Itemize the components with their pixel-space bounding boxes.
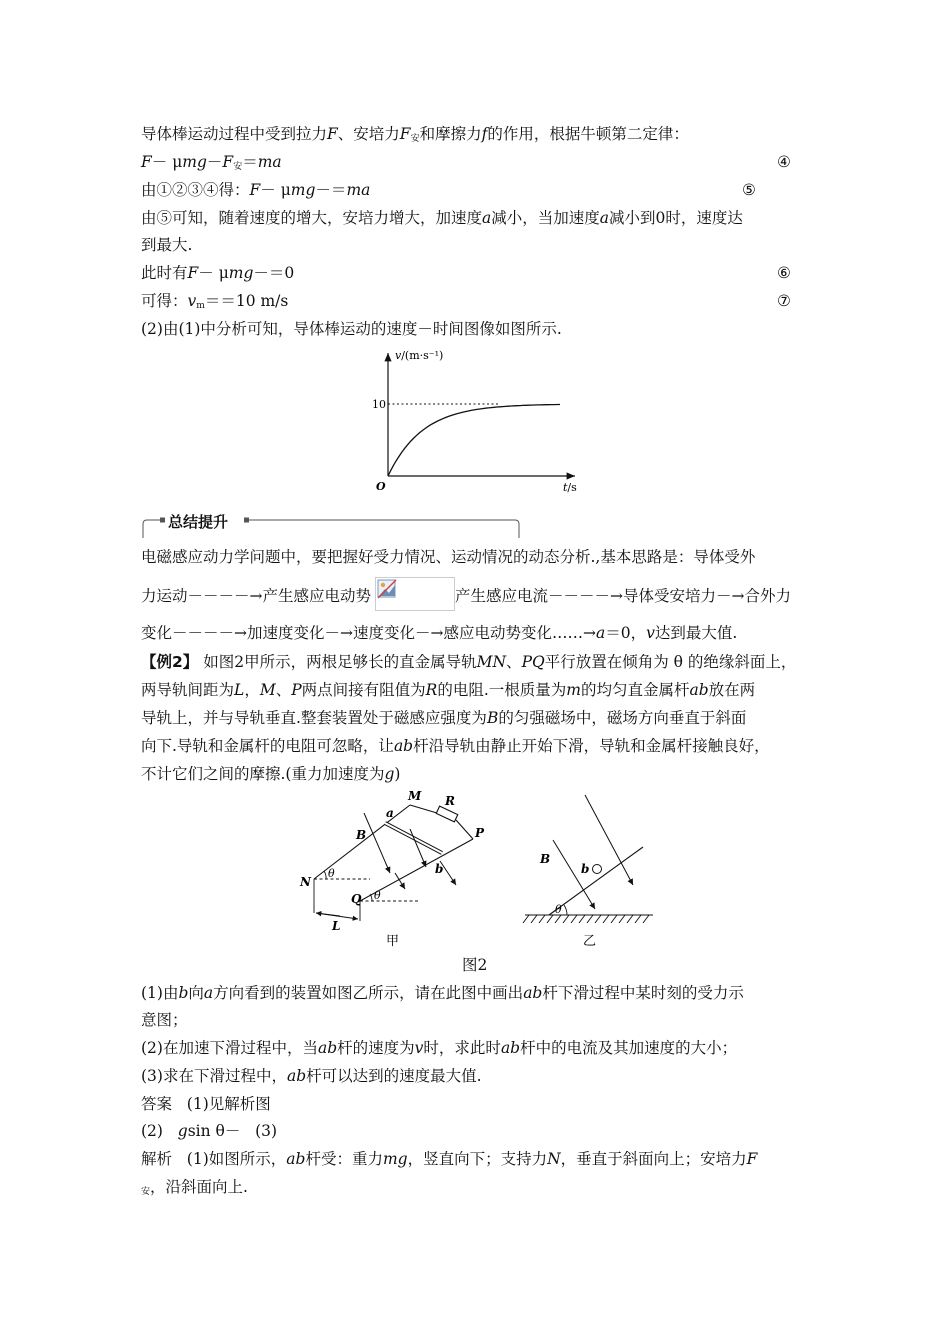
label-b: b xyxy=(581,862,590,876)
question-line: (3)求在下滑过程中，ab杆可以达到的速度最大值. xyxy=(141,1067,482,1085)
question-line: (1)由b向a方向看到的装置如图乙所示，请在此图中画出ab杆下滑过程中某时刻的受力示 xyxy=(141,984,744,1002)
example-line: 【例2】 如图2甲所示，两根足够长的直金属导轨MN、PQ平行放置在倾角为 θ 的绝缘斜面上， xyxy=(141,653,797,671)
label-b: b xyxy=(435,862,444,876)
example-line: 向下.导轨和金属杆的电阻可忽略，让ab杆沿导轨由静止开始下滑，导轨和金属杆接触良好， xyxy=(141,737,770,755)
caption-yi: 乙 xyxy=(583,934,597,949)
example-line: 不计它们之间的摩擦.(重力加速度为g) xyxy=(141,765,401,783)
equation-number: ⑦ xyxy=(777,292,791,310)
figure-caption: 图2 xyxy=(462,956,488,974)
equation-number: ⑥ xyxy=(777,264,791,282)
label-L: L xyxy=(332,919,341,933)
y-tick-label: 10 xyxy=(372,398,386,411)
question-line: (2)在加速下滑过程中，当ab杆的速度为v时，求此时ab杆中的电流及其加速度的大小； xyxy=(141,1039,738,1057)
summary-line: 力运动－－－－→产生感应电动势 xyxy=(141,587,371,605)
equation-line: 可得：$v_m==10$ m/s xyxy=(141,292,289,311)
broken-image xyxy=(375,577,455,611)
label-P: P xyxy=(475,826,485,840)
equation-number: ⑤ xyxy=(742,181,756,199)
label-theta: θ xyxy=(555,903,562,916)
label-B: B xyxy=(540,852,551,866)
equation-line: 由①②③④得：F－ μmg－＝ma xyxy=(141,181,371,199)
summary-line: 电磁感应动力学问题中，要把握好受力情况、运动情况的动态分析.,基本思路是：导体受外 xyxy=(141,548,756,566)
analysis-line: $_安$，沿斜面向上. xyxy=(141,1178,248,1197)
velocity-curve xyxy=(388,405,560,477)
label-theta-Q: θ xyxy=(374,889,381,902)
y-axis-label: v/(m·s⁻¹) xyxy=(395,349,444,362)
label-Q: Q xyxy=(351,892,362,906)
figure-2-yi xyxy=(515,785,665,950)
equation-line: $F- \mu mg-F_安=ma$ xyxy=(141,153,282,172)
equation-number: ④ xyxy=(777,153,791,171)
broken-image-icon xyxy=(377,579,397,599)
answer-line: 答案 (1)见解析图 xyxy=(141,1095,271,1113)
equation-line: 此时有F－ μmg－＝0 xyxy=(141,264,295,282)
question-line: 意图； xyxy=(141,1011,188,1029)
label-R: R xyxy=(445,794,455,808)
summary-line: 产生感应电流－－－－→导体受安培力－→合外力 xyxy=(455,587,791,605)
x-axis-label: t/s xyxy=(563,481,577,494)
caption-jia: 甲 xyxy=(386,934,400,949)
text-line: (2)由(1)中分析可知，导体棒运动的速度－时间图像如图所示. xyxy=(141,320,562,338)
text-line: 导体棒运动过程中受到拉力F、安培力$F_安$和摩擦力f的作用，根据牛顿第二定律： xyxy=(141,125,689,144)
text-line: 由⑤可知，随着速度的增大，安培力增大，加速度a减小，当加速度a减小到0时，速度达 xyxy=(141,209,743,227)
rod-b-circle xyxy=(593,865,602,874)
label-theta-N: θ xyxy=(328,867,335,880)
text-line: 到最大. xyxy=(141,236,193,254)
figure-2-jia xyxy=(290,785,490,950)
origin-label: O xyxy=(376,480,386,493)
summary-title: 总结提升 xyxy=(168,513,229,531)
label-M: M xyxy=(408,789,422,803)
label-N: N xyxy=(300,875,311,889)
example-line: 两导轨间距为L，M、P两点间接有阻值为R的电阻.一根质量为m的均匀直金属杆ab放在两 xyxy=(141,681,756,699)
label-B: B xyxy=(356,828,367,842)
vt-graph xyxy=(360,345,600,495)
summary-line: 变化－－－－→加速度变化－→速度变化－→感应电动势变化……→a＝0，v达到最大值. xyxy=(141,624,738,642)
example-line: 导轨上，并与导轨垂直.整套装置处于磁感应强度为B的匀强磁场中，磁场方向垂直于斜面 xyxy=(141,709,747,727)
label-a: a xyxy=(386,806,394,820)
analysis-line: 解析 (1)如图所示，ab杆受：重力mg，竖直向下；支持力N，垂直于斜面向上；安培力F xyxy=(141,1150,758,1168)
answer-line: (2) gsin θ－ (3) xyxy=(141,1122,278,1140)
